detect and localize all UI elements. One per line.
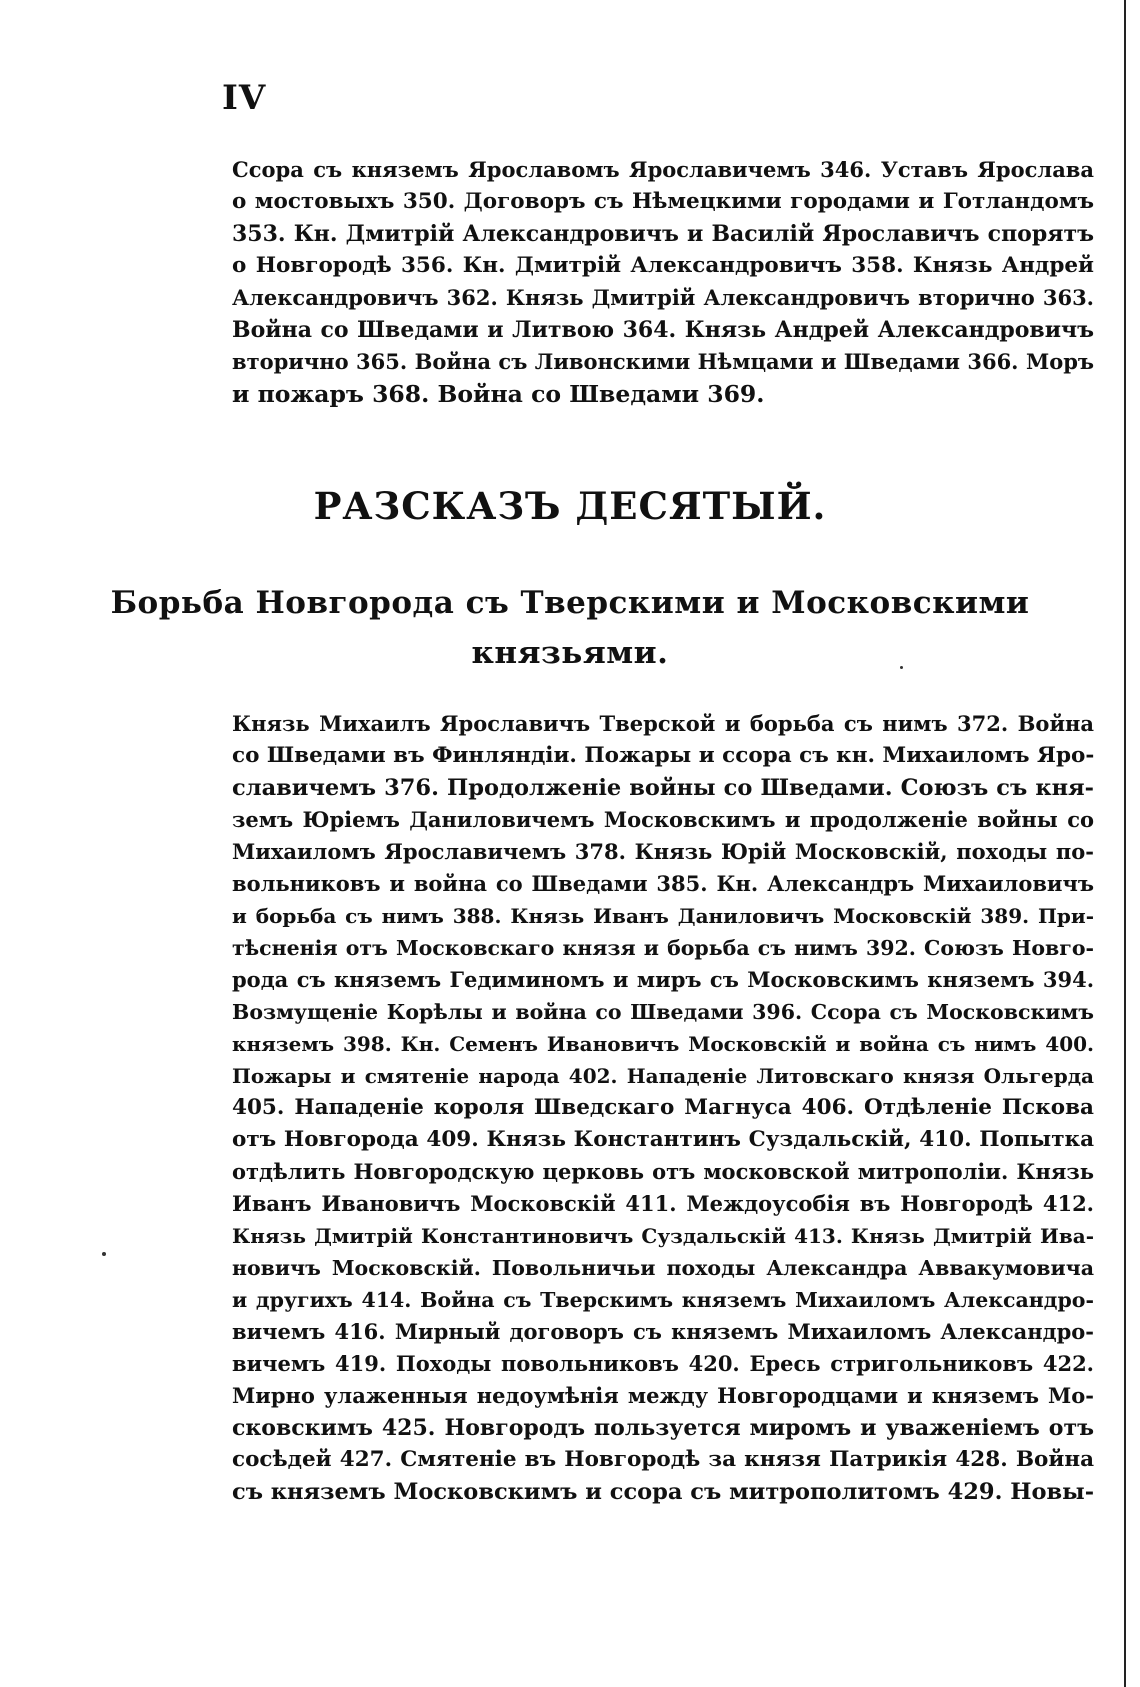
intro-paragraph [232, 154, 1094, 410]
text-line: Пожары и смятеніе народа 402. Нападеніе Литовскаго князя Ольгерда [232, 1064, 1094, 1088]
text-line: Война со Шведами и Литвою 364. Князь Андрей Александровичъ [232, 317, 1094, 343]
text-line: сосѣдей 427. Смятеніе въ Новгородѣ за князя Патрикія 428. Война [232, 1447, 1094, 1472]
text-line: о Новгородѣ 356. Кн. Дмитрій Александровичъ 358. Князь Андрей [232, 253, 1094, 278]
text-line: 353. Кн. Дмитрій Александровичъ и Василій Ярославичъ спорятъ [232, 221, 1094, 247]
text-line: Александровичъ 362. Князь Дмитрій Александровичъ вторично 363. [232, 285, 1094, 310]
chapter-subtitle-line: Борьба Новгорода съ Тверскими и Московскими [110, 585, 1030, 621]
text-line: Князь Михаилъ Ярославичъ Тверской и борьба съ нимъ 372. Война [232, 711, 1094, 736]
text-line: и пожаръ 368. Война со Шведами 369. [232, 380, 765, 408]
text-line: Ссора съ княземъ Ярославомъ Ярославичемъ 346. Уставъ Ярослава [232, 157, 1094, 182]
text-line: отдѣлить Новгородскую церковь отъ московской митрополіи. Князь [232, 1159, 1094, 1184]
text-line: славичемъ 376. Продолженіе войны со Шведами. Союзъ съ кня- [232, 775, 1094, 801]
text-line: Мирно улаженныя недоумѣнія между Новгородцами и княземъ Мо- [232, 1383, 1094, 1408]
chapter-title: РАЗСКАЗЪ ДЕСЯТЫЙ. [313, 484, 827, 528]
text-line: рода съ княземъ Гедиминомъ и миръ съ Московскимъ княземъ 394. [232, 967, 1094, 992]
page-number: IV [222, 78, 267, 118]
text-line: новичъ Московскій. Повольничьи походы Александра Аввакумовича [232, 1256, 1094, 1280]
text-line: и борьба съ нимъ 388. Князь Иванъ Даниловичъ Московскій 389. При- [232, 904, 1094, 928]
text-line: тѣсненія отъ Московскаго князя и борьба съ нимъ 392. Союзъ Новго- [232, 936, 1094, 960]
text-line: княземъ 398. Кн. Семенъ Ивановичъ Московскій и война съ нимъ 400. [232, 1032, 1094, 1056]
text-line: со Шведами въ Финляндіи. Пожары и ссора съ кн. Михаиломъ Яро- [232, 743, 1095, 768]
text-line: Михаиломъ Ярославичемъ 378. Князь Юрій Московскій, походы по- [232, 839, 1094, 864]
text-line: 405. Нападеніе короля Шведскаго Магнуса 406. Отдѣленіе Пскова [232, 1095, 1094, 1120]
text-line: Возмущеніе Корѣлы и война со Шведами 396. Ссора съ Московскимъ [232, 1000, 1094, 1024]
scan-speck [102, 1252, 106, 1256]
chapter-subtitle [0, 578, 1140, 678]
text-line: вичемъ 416. Мирный договоръ съ княземъ Михаиломъ Александро- [232, 1319, 1094, 1344]
text-line: земъ Юріемъ Даниловичемъ Московскимъ и продолженіе войны со [232, 807, 1094, 832]
chapter-subtitle-line: князьями. [471, 635, 669, 671]
text-line: съ княземъ Московскимъ и ссора съ митрополитомъ 429. Новы- [232, 1479, 1095, 1505]
text-line: отъ Новгорода 409. Князь Константинъ Суздальскій, 410. Попытка [232, 1127, 1094, 1152]
text-line: вичемъ 419. Походы повольниковъ 420. Ересь стригольниковъ 422. [232, 1351, 1094, 1376]
text-line: вторично 365. Война съ Ливонскими Нѣмцами и Шведами 366. Моръ [232, 349, 1094, 374]
text-line: и другихъ 414. Война съ Тверскимъ княземъ Михаиломъ Александро- [232, 1288, 1094, 1312]
text-line: Иванъ Ивановичъ Московскій 411. Междоусобія въ Новгородѣ 412. [232, 1191, 1094, 1216]
text-line: Князь Дмитрій Константиновичъ Суздальскій 413. Князь Дмитрій Ива- [232, 1224, 1094, 1248]
page-edge-rule [1124, 0, 1126, 1687]
chapter-summary-paragraph [232, 708, 1094, 1508]
scan-speck [900, 666, 903, 669]
text-line: о мостовыхъ 350. Договоръ съ Нѣмецкими городами и Готландомъ [232, 189, 1094, 214]
text-line: сковскимъ 425. Новгородъ пользуется миромъ и уваженіемъ отъ [232, 1415, 1094, 1441]
text-line: вольниковъ и война со Шведами 385. Кн. Александръ Михаиловичъ [232, 871, 1094, 896]
